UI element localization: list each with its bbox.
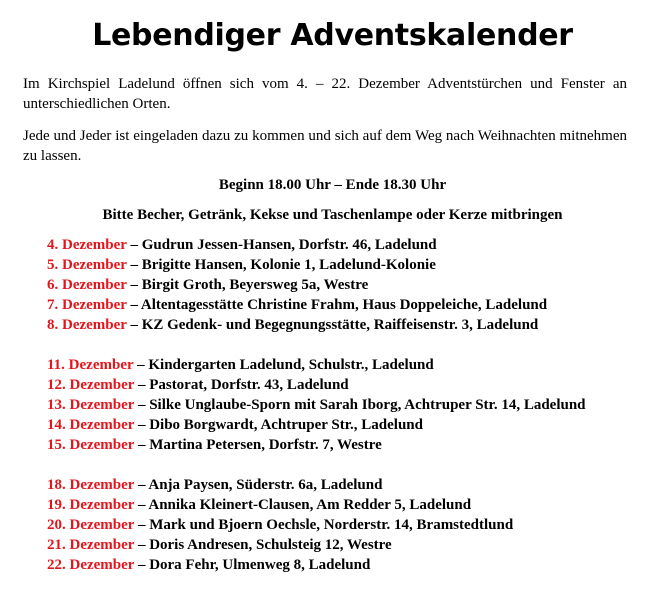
event-date: 6. Dezember bbox=[47, 277, 127, 293]
event-item bbox=[47, 275, 647, 295]
event-date: 11. Dezember bbox=[47, 357, 134, 373]
event-item bbox=[47, 415, 647, 435]
event-date: 21. Dezember bbox=[47, 537, 135, 553]
event-item bbox=[47, 435, 647, 455]
event-detail: – Doris Andresen, Schulsteig 12, Westre bbox=[134, 537, 392, 553]
event-item bbox=[47, 475, 647, 495]
event-detail: – Annika Kleinert-Clausen, Am Redder 5, Ladelund bbox=[134, 497, 472, 513]
page-title: Lebendiger Adventskalender bbox=[92, 18, 573, 53]
event-detail: – Silke Unglaube-Sporn mit Sarah Iborg, Achtruper Str. 14, Ladelund bbox=[134, 397, 586, 413]
event-item bbox=[47, 255, 647, 275]
event-detail: – Martina Petersen, Dorfstr. 7, Westre bbox=[134, 437, 382, 453]
event-date: 20. Dezember bbox=[47, 517, 135, 533]
event-detail: – Birgit Groth, Beyersweg 5a, Westre bbox=[126, 277, 369, 293]
event-item bbox=[47, 375, 647, 395]
event-group-week-1 bbox=[47, 235, 647, 335]
event-date: 7. Dezember bbox=[47, 297, 127, 313]
event-detail: – Gudrun Jessen-Hansen, Dorfstr. 46, Ladelund bbox=[126, 237, 437, 253]
event-detail: – Mark und Bjoern Oechsle, Norderstr. 14, Bramstedtlund bbox=[134, 517, 514, 533]
event-list bbox=[47, 235, 647, 575]
event-date: 8. Dezember bbox=[47, 317, 127, 333]
event-item bbox=[47, 395, 647, 415]
event-item bbox=[47, 515, 647, 535]
event-date: 18. Dezember bbox=[47, 477, 135, 493]
bring-info: Bitte Becher, Getränk, Kekse und Taschenlampe oder Kerze mitbringen bbox=[102, 207, 563, 223]
event-date: 15. Dezember bbox=[47, 437, 135, 453]
event-item bbox=[47, 495, 647, 515]
event-detail: – Kindergarten Ladelund, Schulstr., Ladelund bbox=[133, 357, 434, 373]
event-date: 12. Dezember bbox=[47, 377, 135, 393]
event-item bbox=[47, 555, 647, 575]
invitation-paragraph: Jede und Jeder ist eingeladen dazu zu kommen und sich auf dem Weg nach Weihnachten mitnehmen zu lassen. bbox=[23, 128, 627, 164]
event-date: 5. Dezember bbox=[47, 257, 127, 273]
event-detail: – Brigitte Hansen, Kolonie 1, Ladelund-Kolonie bbox=[126, 257, 436, 273]
time-info: Beginn 18.00 Uhr – Ende 18.30 Uhr bbox=[218, 177, 447, 193]
event-item bbox=[47, 235, 647, 255]
event-detail: – Dora Fehr, Ulmenweg 8, Ladelund bbox=[134, 557, 371, 573]
event-date: 14. Dezember bbox=[47, 417, 135, 433]
event-date: 4. Dezember bbox=[47, 237, 127, 253]
event-group-week-2 bbox=[47, 355, 647, 455]
event-date: 22. Dezember bbox=[47, 557, 135, 573]
event-detail: – Dibo Borgwardt, Achtruper Str., Ladelund bbox=[134, 417, 423, 433]
event-item bbox=[47, 535, 647, 555]
event-group-week-3 bbox=[47, 475, 647, 575]
event-date: 13. Dezember bbox=[47, 397, 135, 413]
event-detail: – Pastorat, Dorfstr. 43, Ladelund bbox=[134, 377, 349, 393]
event-date: 19. Dezember bbox=[47, 497, 135, 513]
event-item bbox=[47, 315, 647, 335]
intro-paragraph: Im Kirchspiel Ladelund öffnen sich vom 4. – 22. Dezember Adventstürchen und Fenster an unterschiedlichen Orten. bbox=[23, 76, 627, 112]
event-detail: – Anja Paysen, Süderstr. 6a, Ladelund bbox=[134, 477, 383, 493]
event-detail: – KZ Gedenk- und Begegnungsstätte, Raiffeisenstr. 3, Ladelund bbox=[126, 317, 539, 333]
event-item bbox=[47, 355, 647, 375]
event-item bbox=[47, 295, 647, 315]
event-detail: – Altentagesstätte Christine Frahm, Haus Doppeleiche, Ladelund bbox=[126, 297, 548, 313]
